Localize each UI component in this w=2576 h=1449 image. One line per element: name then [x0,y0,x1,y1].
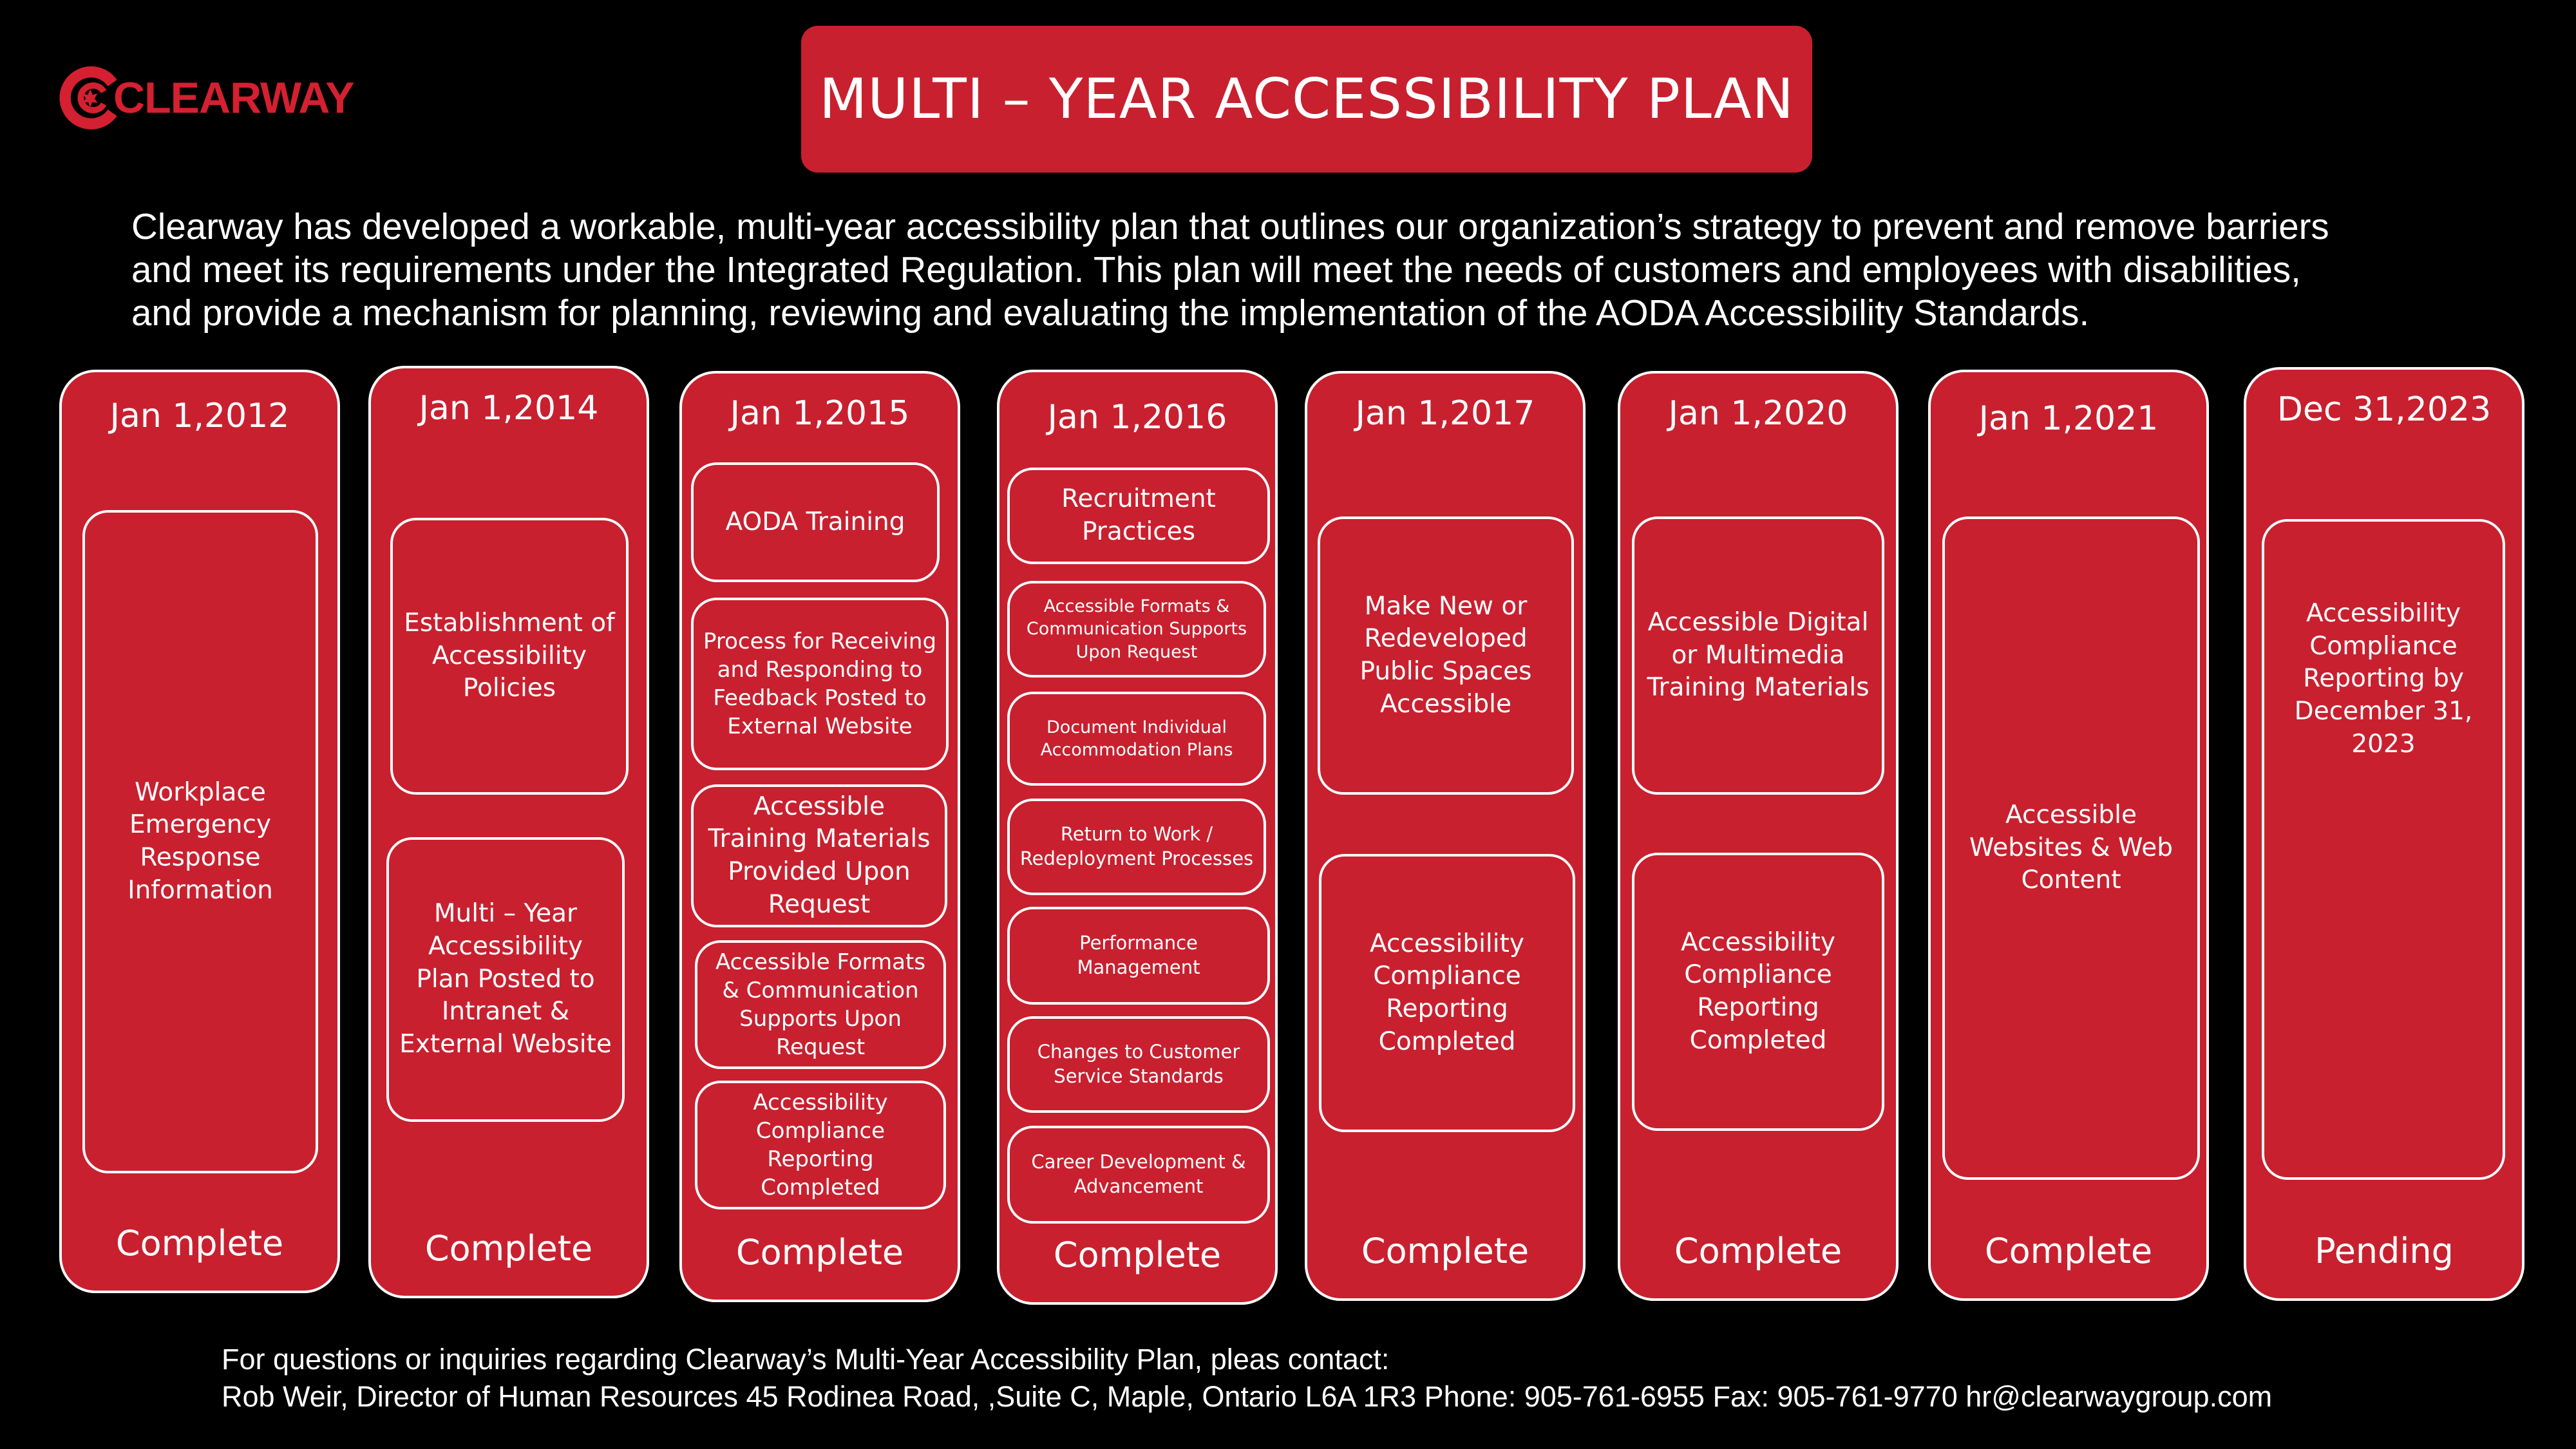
milestone-box: Accessibility Compliance Reporting by December 31, 2023 [2262,519,2505,1180]
timeline-column-2020 [1618,371,1899,1301]
timeline-column-2015 [679,371,960,1302]
milestone-box: Accessibility Compliance Reporting Completed [1632,853,1884,1131]
milestone-box: Accessible Digital or Multimedia Training Materials [1632,516,1884,795]
column-date: Jan 1,2017 [1355,394,1535,433]
page-title: MULTI – YEAR ACCESSIBILITY PLAN [801,26,1812,173]
milestone-box: Establishment of Accessibility Policies [390,518,629,795]
column-date: Jan 1,2020 [1668,394,1848,433]
milestone-box: Accessibility Compliance Reporting Completed [695,1081,946,1209]
intro-line: and meet its requirements under the Integrated Regulation. This plan will meet the needs of customers and employees with disabilities, [131,249,2301,290]
timeline-column-2021 [1928,370,2209,1301]
intro-paragraph [131,205,2527,334]
milestone-box: Changes to Customer Service Standards [1007,1016,1270,1113]
clearway-logo [59,62,354,134]
milestone-box: Accessible Websites & Web Content [1942,516,2200,1180]
column-status: Complete [1361,1231,1530,1271]
contact-details: Rob Weir, Director of Human Resources 45 Rodinea Road, ,Suite C, Maple, Ontario L6A 1R3 Phone: 905-761-6955 Fax: 905-761-9770 hr@clearwaygroup.com [222,1380,2273,1413]
milestone-box: Recruitment Practices [1007,468,1270,564]
milestone-box: AODA Training [691,462,940,582]
column-date: Jan 1,2012 [109,397,290,435]
column-status: Complete [1674,1231,1842,1271]
timeline-column-2016 [997,370,1278,1305]
clearway-logo-icon [59,64,121,131]
milestone-box: Make New or Redeveloped Public Spaces Accessible [1318,516,1574,795]
contact-info [222,1341,2272,1416]
column-status: Pending [2315,1231,2454,1271]
milestone-box: Career Development & Advancement [1007,1126,1270,1224]
timeline-column-2014 [368,366,649,1298]
milestone-box: Performance Management [1007,907,1270,1005]
column-status: Complete [1053,1235,1222,1275]
column-date: Jan 1,2021 [1978,399,2159,438]
milestone-box: Accessible Formats & Communication Supports Upon Request [1007,581,1266,677]
contact-intro: For questions or inquiries regarding Clearway’s Multi-Year Accessibility Plan, pleas contact: [222,1343,1390,1376]
intro-line: Clearway has developed a workable, multi-year accessibility plan that outlines our organization’s strategy to prevent and remove barriers [131,206,2329,247]
milestone-box: Workplace Emergency Response Information [82,510,318,1173]
milestone-box: Multi – Year Accessibility Plan Posted to Intranet & External Website [386,837,625,1122]
column-date: Jan 1,2015 [730,394,910,433]
clearway-logo-text: CLEARWAY [113,73,354,122]
column-date: Dec 31,2023 [2277,390,2492,429]
milestone-box: Document Individual Accommodation Plans [1007,692,1266,786]
timeline-column-2017 [1305,371,1586,1301]
column-date: Jan 1,2016 [1047,398,1227,437]
column-status: Complete [1984,1231,2153,1271]
column-status: Complete [115,1223,284,1264]
milestone-box: Accessible Training Materials Provided Upon Request [691,784,947,927]
column-status: Complete [424,1228,593,1269]
intro-line: and provide a mechanism for planning, reviewing and evaluating the implementation of the AODA Accessibility Standards. [131,292,2090,333]
column-status: Complete [735,1232,904,1273]
milestone-box: Accessibility Compliance Reporting Completed [1319,854,1575,1132]
timeline-column-2023 [2244,367,2524,1301]
milestone-box: Return to Work / Redeployment Processes [1007,799,1266,895]
milestone-box: Process for Receiving and Responding to Feedback Posted to External Website [691,598,949,770]
timeline-column-2012 [59,370,340,1293]
milestone-box: Accessible Formats & Communication Supports Upon Request [695,940,946,1069]
column-date: Jan 1,2014 [419,389,599,428]
